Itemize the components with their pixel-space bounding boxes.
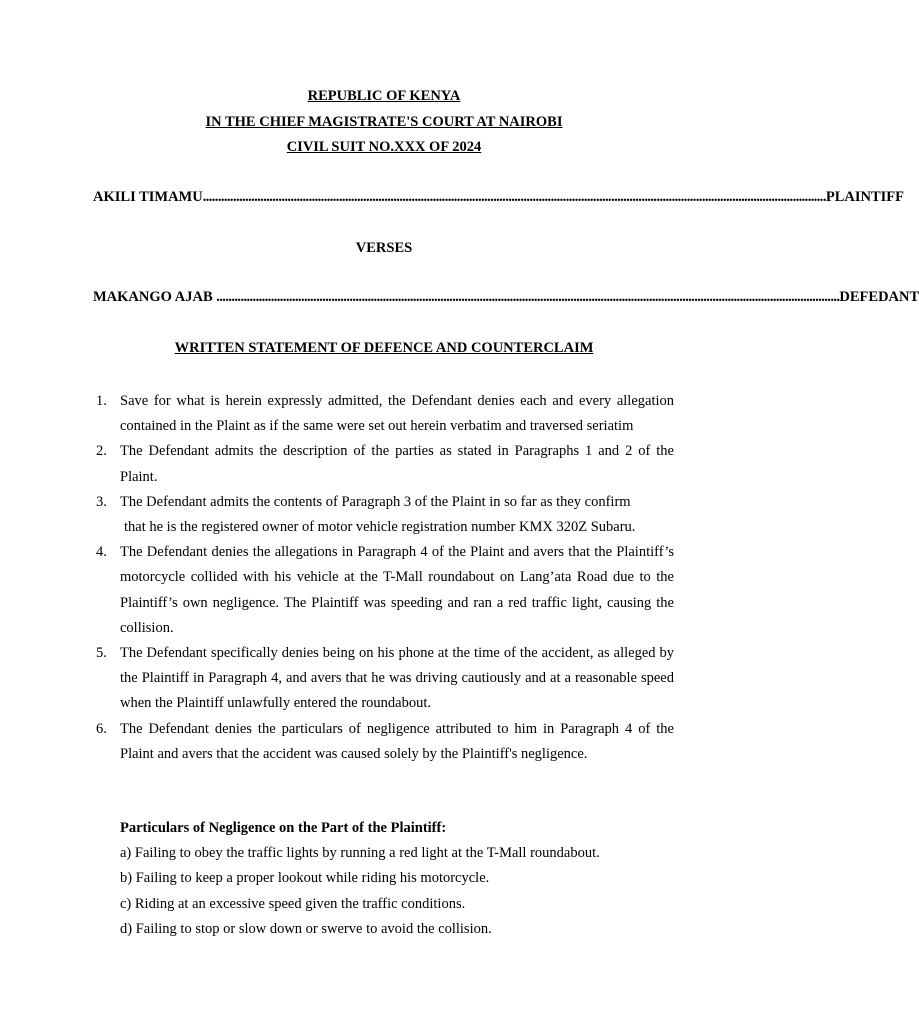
leader-dots: .............................................................................................................................................................................................................. xyxy=(216,289,840,305)
plaintiff-line xyxy=(93,188,905,206)
paragraph-5: 5. The Defendant specifically denies being on his phone at the time of the accident, as alleged by the Plaintiff in Paragraph 4, and avers that he was driving cautiously and at a reasonable speed when the Plaintiff unlawfully entered the roundabout. xyxy=(96,645,674,712)
particulars-section xyxy=(120,816,680,942)
leader-dots: .............................................................................................................................................................................................................. xyxy=(202,189,826,205)
paragraph-2: 2. The Defendant admits the description of the parties as stated in Paragraphs 1 and 2 of the Plaint. xyxy=(96,443,674,485)
paragraph-1: 1. Save for what is herein expressly admitted, the Defendant denies each and every allegation contained in the Plaint as if the same were set out herein verbatim and traversed seriatim xyxy=(96,393,674,435)
header-court: IN THE CHIEF MAGISTRATE'S COURT AT NAIROBI xyxy=(205,114,563,130)
particulars-title: Particulars of Negligence on the Part of the Plaintiff: xyxy=(120,820,447,836)
plaintiff-name: AKILI TIMAMU xyxy=(93,189,203,205)
paragraph-6: 6. The Defendant denies the particulars of negligence attributed to him in Paragraph 4 of the Plaint and avers that the accident was caused solely by the Plaintiff's negligence. xyxy=(96,720,674,762)
particular-item: d) Failing to stop or slow down or swerve to avoid the collision. xyxy=(120,920,492,937)
header-republic: REPUBLIC OF KENYA xyxy=(307,88,461,104)
defendant-name: MAKANGO AJAB xyxy=(93,289,217,305)
defendant-line xyxy=(93,288,919,306)
versus-label: VERSES xyxy=(355,240,413,256)
plaintiff-role: PLAINTIFF xyxy=(825,189,905,205)
defendant-role: DEFEDANT xyxy=(839,289,919,305)
particular-item: b) Failing to keep a proper lookout while riding his motorcycle. xyxy=(120,870,490,887)
numbered-paragraphs xyxy=(93,389,674,767)
header-suit-number: CIVIL SUIT NO.XXX OF 2024 xyxy=(286,139,482,155)
particular-item: c) Riding at an excessive speed given the traffic conditions. xyxy=(120,895,466,912)
paragraph-4: 4. The Defendant denies the allegations in Paragraph 4 of the Plaint and avers that the Plaintiff’s motorcycle collided with his vehicle at the T-Mall roundabout on Lang’ata Road due to the Plaintiff’s own negligence. The Plaintiff was speeding and ran a red traffic light, causing the collision. xyxy=(96,544,674,636)
paragraph-3: 3. The Defendant admits the contents of Paragraph 3 of the Plaint in so far as they confirm that he is the registered owner of motor vehicle registration number KMX 320Z Subaru. xyxy=(96,493,636,536)
document-title: WRITTEN STATEMENT OF DEFENCE AND COUNTERCLAIM xyxy=(174,340,594,356)
particular-item: a) Failing to obey the traffic lights by running a red light at the T-Mall roundabout. xyxy=(120,845,600,862)
